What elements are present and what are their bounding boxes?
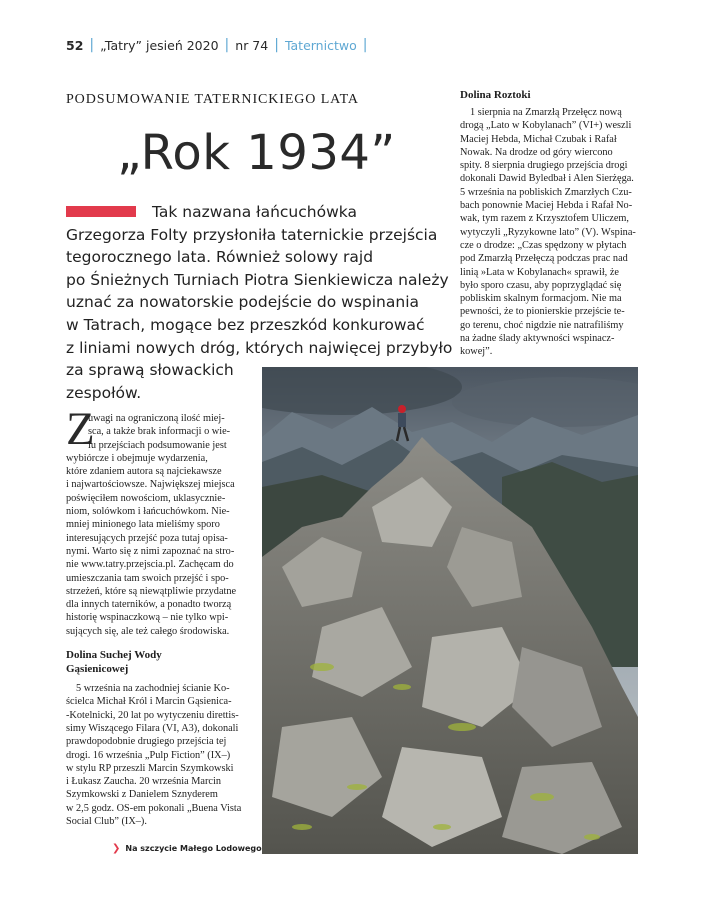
body-line: interesujących przejść poza tutaj opisa- xyxy=(66,532,228,544)
body-line: spity. 8 sierpnia drugiego przejścia drogi xyxy=(460,160,628,172)
body-line: dokonali Dawid Byledbał i Alen Sierżęga. xyxy=(460,173,634,185)
mountain-photo xyxy=(262,367,638,854)
body-line: umieszczania tam swoich przejść i spo- xyxy=(66,572,229,584)
lead-line: Grzegorza Folty przysłoniła taternickie przejścia xyxy=(66,225,438,244)
issue-number: nr 74 xyxy=(235,37,269,53)
body-line: historię wspinaczkową – nie tylko wpi- xyxy=(66,612,229,624)
body-line: Maciej Hebda, Michał Czubak i Rafał xyxy=(460,133,617,145)
section-name: Taternictwo xyxy=(284,37,357,53)
lead-line: zespołów. xyxy=(66,383,142,402)
body-line: mniej minionego lata mieliśmy sporo xyxy=(66,519,220,531)
left-column xyxy=(66,412,242,828)
body-line: 5 września na zachodniej ścianie Ko- xyxy=(76,683,230,695)
photo-caption-text: Na szczycie Małego Lodowego xyxy=(125,844,262,853)
photo-caption xyxy=(112,843,262,854)
page-header xyxy=(66,34,373,56)
lead-line: z liniami nowych dróg, których najwięcej przybyło xyxy=(66,338,453,357)
body-line: simy Wiszącego Filara (VI, A3), dokonali xyxy=(66,722,239,734)
article-title: „Rok 1934” xyxy=(117,125,396,181)
chevron-right-icon: ❯ xyxy=(112,843,121,854)
body-line: w 2,5 godz. OS-em pokonali „Buena Vista xyxy=(66,802,242,814)
lead-line: za sprawą słowackich xyxy=(66,361,234,380)
body-line: pewności, że to pionierskie przejście te- xyxy=(460,306,625,318)
lead-line: po Śnieżnych Turniach Piotra Sienkiewicza należy xyxy=(66,270,449,289)
page-number: 52 xyxy=(66,37,84,53)
body-line: nie www.tatry.przejscia.pl. Zachęcam do xyxy=(66,559,234,571)
section-heading: Dolina Roztoki xyxy=(460,89,531,101)
body-line: 5 września na pobliskich Zmarzłych Czu- xyxy=(460,186,632,198)
header-separator: | xyxy=(89,37,95,53)
body-line: kowej”. xyxy=(460,346,493,358)
body-line: poświęciłem nowościom, uklasycznie- xyxy=(66,492,226,504)
body-line: dla innych taterników, a ponadto tworzą xyxy=(66,599,232,611)
body-line: Szymkowski z Danielem Sznyderem xyxy=(66,789,218,801)
lead-line: uznać za nowatorskie podejście do wspinania xyxy=(66,293,419,312)
body-line: pobliskim skalnym formacjom. Nie ma xyxy=(460,293,622,305)
body-line: cze o drodze: „Czas spędzony w płytach xyxy=(460,239,627,251)
body-line: bach ponownie Maciej Hebda i Rafał No- xyxy=(460,200,633,212)
body-line: go terenu, choć nigdzie nie natrafiliśmy xyxy=(460,319,624,331)
body-line: które zdaniem autora są najciekawsze xyxy=(66,466,222,478)
body-line: niom, solówkom i łańcuchówkom. Nie- xyxy=(66,506,230,518)
body-line: uwagi na ograniczoną ilość miej- xyxy=(88,413,225,424)
body-line: linią »Lata w Kobylanach« sprawił, że xyxy=(460,266,619,278)
drop-cap: Z xyxy=(66,403,95,455)
section-heading: Dolina Suchej Wody xyxy=(66,649,162,662)
body-line: -Kotelnicki, 20 lat po wytyczeniu direttis- xyxy=(66,709,239,721)
body-line: sca, a także brak informacji o wie- xyxy=(88,426,231,438)
header-separator: | xyxy=(224,37,230,53)
section-heading: Gąsienicowej xyxy=(66,663,129,676)
magazine-name: „Tatry” jesień 2020 xyxy=(100,37,219,53)
body-line: nymi. Warto się z nimi zapoznać na stro- xyxy=(66,545,235,557)
body-line: na żadne ślady aktywności wspinacz- xyxy=(460,333,615,345)
body-line: w stylu RP przeszli Marcin Szymkowski xyxy=(66,762,234,774)
article-kicker: PODSUMOWANIE TATERNICKIEGO LATA xyxy=(66,92,359,107)
body-line: sujących się, ale też całego środowiska. xyxy=(66,625,230,637)
body-line: drogi. 16 września „Pulp Fiction” (IX–) xyxy=(66,749,231,761)
body-line: drogą „Lato w Kobylanach” (VI+) weszli xyxy=(460,120,632,132)
body-line: 1 sierpnia na Zmarzłą Przełęcz nową xyxy=(470,107,622,118)
header-separator: | xyxy=(362,37,368,53)
lead-line: tegorocznego lata. Również solowy rajd xyxy=(66,248,374,267)
header-separator: | xyxy=(274,37,279,53)
lead-line: w Tatrach, mogące bez przeszkód konkurować xyxy=(66,315,425,334)
body-line: ścielca Michał Król i Marcin Gąsienica- xyxy=(66,696,232,708)
body-line: i najwartościowsze. Największej miejsca xyxy=(66,479,235,491)
right-column xyxy=(460,88,638,359)
body-line: strzeżeń, które są niewątpliwie przydatne xyxy=(66,585,237,597)
body-line: było sporo czasu, aby poprzyglądać się xyxy=(460,279,622,291)
body-line: prawdopodobnie drugiego przejścia tej xyxy=(66,736,227,748)
body-line: lu przejściach podsumowanie jest xyxy=(88,439,227,451)
body-line: wak, tym razem z Krzysztofem Uliczem, xyxy=(460,213,629,225)
body-line: i Łukasz Zaucha. 20 września Marcin xyxy=(66,776,221,788)
body-line: Social Club” (IX–). xyxy=(66,816,147,828)
body-line: wybiórcze i obejmuje wydarzenia, xyxy=(66,452,208,464)
lead-line: Tak nazwana łańcuchówka xyxy=(152,203,357,221)
body-line: pod Zmarzłą Przełęczą podczas prac nad xyxy=(460,253,628,265)
body-line: Nowak. Na drodze od góry wiercono xyxy=(460,146,613,158)
body-line: wytyczyli „Ryzykowne lato” (V). Wspina- xyxy=(460,226,636,238)
